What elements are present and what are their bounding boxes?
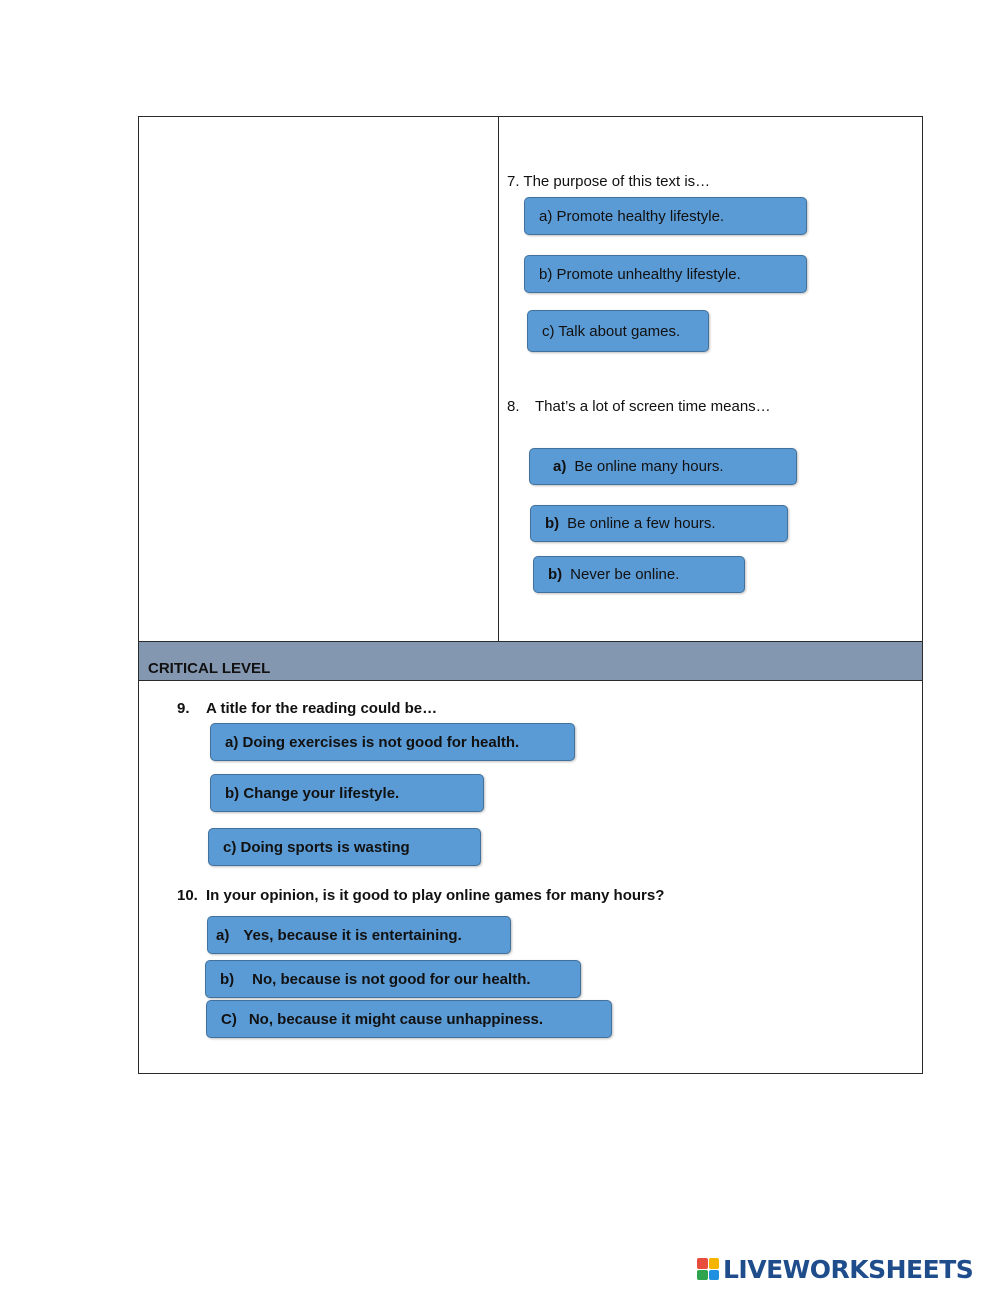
- q10-option-a-text: Yes, because it is entertaining.: [243, 926, 462, 944]
- q10-option-a-letter: a): [216, 926, 230, 944]
- question-8: That’s a lot of screen time means…: [535, 398, 771, 415]
- question-9-number: 9.: [177, 700, 190, 717]
- q8-option-a[interactable]: [529, 448, 797, 485]
- table-column-divider: [498, 116, 499, 642]
- question-9: A title for the reading could be…: [206, 700, 438, 717]
- q10-option-b-letter: b): [220, 970, 235, 988]
- logo-text: LIVEWORKSHEETS: [723, 1254, 974, 1284]
- q9-option-c[interactable]: c) Doing sports is wasting: [208, 828, 481, 866]
- q8-option-b-text: Be online a few hours.: [567, 515, 716, 532]
- question-10: In your opinion, is it good to play online games for many hours?: [206, 887, 665, 904]
- critical-level-heading: CRITICAL LEVEL: [148, 660, 271, 677]
- q8-option-b-letter: b): [545, 515, 560, 532]
- q7-option-c[interactable]: c) Talk about games.: [527, 310, 709, 352]
- q9-option-a[interactable]: a) Doing exercises is not good for health.: [210, 723, 575, 761]
- q8-option-a-text: Be online many hours.: [574, 458, 724, 475]
- q10-option-c[interactable]: [206, 1000, 612, 1038]
- q8-option-c[interactable]: [533, 556, 745, 593]
- question-8-number: 8.: [507, 398, 520, 415]
- q8-option-a-letter: a): [553, 458, 567, 475]
- q7-option-a[interactable]: a) Promote healthy lifestyle.: [524, 197, 807, 235]
- q10-option-b-text: No, because is not good for our health.: [252, 970, 531, 988]
- q10-option-c-text: No, because it might cause unhappiness.: [248, 1010, 544, 1028]
- q8-option-c-text: Never be online.: [570, 566, 680, 583]
- logo-mark-icon: [697, 1258, 719, 1280]
- question-10-number: 10.: [177, 887, 198, 904]
- q10-option-c-letter: C): [221, 1010, 237, 1028]
- q9-option-b[interactable]: b) Change your lifestyle.: [210, 774, 484, 812]
- q8-option-b[interactable]: [530, 505, 788, 542]
- liveworksheets-logo: [697, 1255, 973, 1283]
- q10-option-b[interactable]: [205, 960, 581, 998]
- q10-option-a[interactable]: [207, 916, 511, 954]
- question-7: 7. The purpose of this text is…: [507, 173, 711, 190]
- q8-option-c-letter: b): [548, 566, 563, 583]
- q7-option-b[interactable]: b) Promote unhealthy lifestyle.: [524, 255, 807, 293]
